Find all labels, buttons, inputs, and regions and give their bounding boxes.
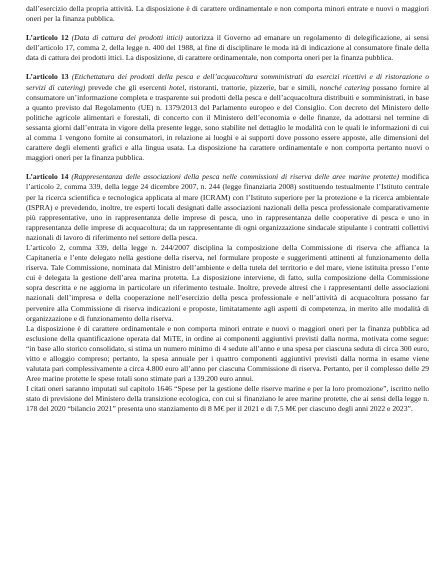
article-13-text-2: , ristoranti, trattorie, pizzerie, bar e simili,	[184, 82, 317, 92]
article-12-title: (Data di cattura dei prodotti ittici)	[71, 33, 183, 43]
article-14-text-3: La disposizione è di carattere ordinamentale e non comporta minori entrate e nuovi o maggiori oneri per la finanza pubblica ad esclusione della quantificazione operata dal MiTE, in ordine ai componenti aggiuntivi previsti dalla norma, motivata come segue: “in base allo storico consolidato, si stima un numero minimo di 4 sedute all’anno e una spesa per ciascuna seduta di circa 300 euro, vitto e alloggio compreso; pertanto, la spesa annuale per i quattro componenti aggiuntivi previsti dalla norma in esame viene valutata pari complessivamente a circa 4.800 euro all’anno per ciascuna Commissione di riserva. Pertanto, per il complesso delle 29 Aree marine protette le spese totali sono stimate pari a 139.200 euro annui.	[26, 323, 429, 384]
article-14-text-4: I citati oneri saranno imputati sul capitolo 1646 “Spese per la gestione delle riserve marine e per la loro promozione”, iscritto nello stato di previsione del Ministero della transizione ecologica, con cui si finanziano le aree marine protette, che ai sensi della legge n. 178 del 2020 “bilancio 2021” presenta uno stanziamento di 8 M€ per il 2021 e di 7,5 M€ per ciascuno degli anni 2022 e 2023”.	[26, 384, 429, 414]
article-13-nonche-catering: nonché catering	[319, 82, 370, 92]
article-13-title: (Etichettatura dei prodotti della pesca e dell’acquacoltura somministrati da esercizi ricettivi e di ristorazione o servizi di catering)	[26, 72, 430, 92]
article-12-text: autorizza il Governo ad emanare un regolamento di delegificazione, ai sensi dell’articolo 17, comma 2, della legge n. 400 del 1988, al fine di disciplinare le moda ità di indicazione al consumatore finale della data di cattura dei prodotti ittici. La disposizione, di carattere ordinamentale, non comporta oneri per la finanza pubblica.	[26, 33, 429, 63]
article-14-paragraph-4	[26, 384, 429, 414]
intro-text: dall’esercizio della propria attività. La disposizione è di carattere ordinamentale e non comporta minori entrate e nuovi o maggiori oneri per la finanza pubblica.	[26, 4, 429, 24]
intro-paragraph	[26, 4, 429, 24]
article-12-number: L’articolo 12	[26, 33, 69, 43]
article-14-paragraph-3	[26, 324, 429, 385]
article-14-text-2: L’articolo 2, comma 339, della legge n. 244/2007 disciplina la composizione della Commissione di riserva che affianca la Capitaneria e l’ente delegato nella gestione della riserva, nel formulare proposte e suggerimenti attinenti al funzionamento della riserva. Tale Commissione, nominata dal Ministro dell’ambiente e della tutela del territorio e del mare, viene istituita presso l’ente cui è delegata la gestione dell’area marina protetta. La disposizione interviene, di fatto, sulla composizione della Commissione sopra descritta e ne aggiorna in particolare un riferimento testuale. Inoltre, prevede altresì che i rappresentanti delle associazioni nazionali dell’impresa e della cooperazione nell’esercizio della pesca professionale e nell’attività di acquacoltura possano far pervenire alla Commissione di riserva indicazioni e proposte, limitatamente agli aspetti di competenza, in merito alle modalità di organizzazione e di funzionamento della riserva.	[26, 242, 429, 323]
article-12-paragraph	[26, 33, 429, 63]
article-13-hotel: hotel	[169, 82, 185, 92]
article-14-text-1: modifica l’articolo 2, comma 339, della legge 24 dicembre 2007, n. 244 (legge finanziaria 2008) sostituendo testualmente l’Istituto centrale per la ricerca scientifica e tecnologica applicata al mare (ICRAM) con l’Istituto superiore per la protezione e la ricerca ambientale (ISPRA) e prevedendo, inoltre, tre esperti locali designati dalle associazioni nazionali della pesca professionale comparativamente più rappresentative, uno in rappresentanza delle imprese di pesca, uno in rappresentanza delle cooperative di pesca e uno in rappresentanza delle imprese di acquacoltura; da un rappresentante di ogni organizzazione sindacale stipulante i contratti collettivi nazionali di lavoro di riferimento nel settore della pesca.	[26, 172, 429, 242]
article-13-paragraph	[26, 72, 429, 163]
article-13-text-1: prevede che gli esercenti	[88, 82, 167, 92]
article-14-paragraph-1	[26, 172, 429, 243]
article-14-title: (Rappresentanza delle associazioni della pesca nelle commissioni di riserva delle aree marine protette)	[71, 172, 399, 182]
article-13-number: L’articolo 13	[26, 72, 69, 82]
article-13-text-3: possano fornire al consumatore un’informazione completa e trasparente sui prodotti della pesca e dell’acquacoltura distribuiti e somministrati, in base a quanto previsto dal Regolamento (UE) n. 1379/2013 del Parlamento europeo e del Consiglio. Con decreto del Ministero delle politiche agricole alimentari e forestali, di concerto con il Ministero dell’economia e delle finanze, da adottarsi nel termine di sessanta giorni dall’entrata in vigore della presente legge, sono stabilite nel dettaglio le modalità con le quali le informazioni di cui al comma 1 vengono fornite ai consumatori, in relazione ai luoghi e ai supporti dove possono essere apposte, alle dimensioni del carattere degli elementi grafici e alla lingua usata. La disposizione ha carattere ordinamentale e non comporta pertanto nuovi o maggiori oneri per la finanza pubblica.	[26, 82, 429, 163]
article-14-paragraph-2	[26, 243, 429, 324]
article-14-number: L’articolo 14	[26, 172, 69, 182]
